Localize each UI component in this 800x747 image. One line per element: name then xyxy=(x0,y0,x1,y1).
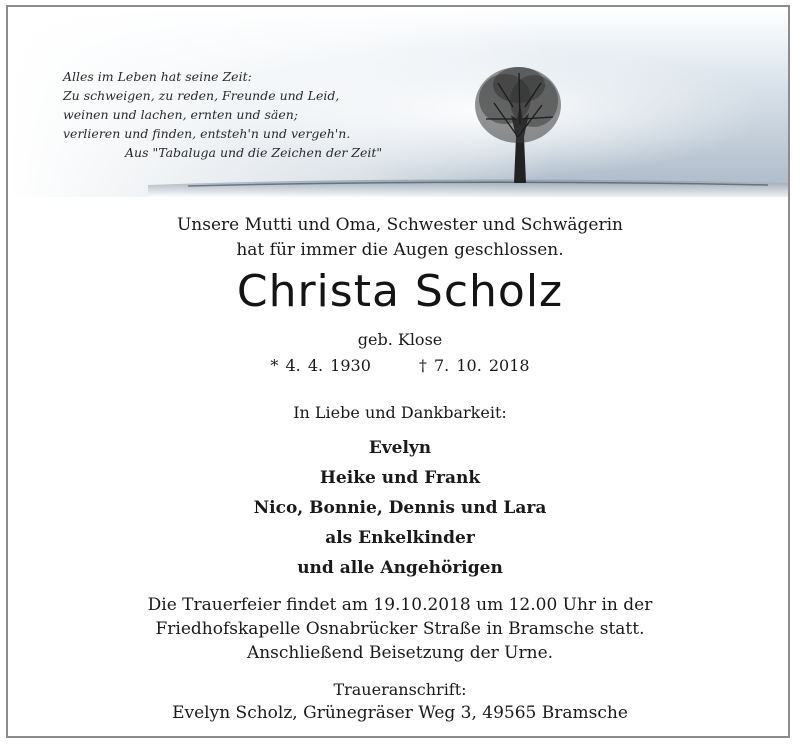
family-member: als Enkelkinder xyxy=(325,528,475,548)
poem-line: Alles im Leben hat seine Zeit: xyxy=(63,69,252,84)
poem-quote xyxy=(63,67,382,162)
funeral-line: Anschließend Beisetzung der Urne. xyxy=(246,643,554,663)
death-date: † 7. 10. 2018 xyxy=(418,356,530,375)
life-dates xyxy=(0,356,800,375)
poem-line: verlieren und finden, entsteh'n und vergeh'n. xyxy=(63,126,351,141)
family-member: Heike und Frank xyxy=(319,468,481,488)
family-member: Nico, Bonnie, Dennis und Lara xyxy=(253,498,547,518)
funeral-line: Friedhofskapelle Osnabrücker Straße in Bramsche statt. xyxy=(155,619,645,639)
intro-text xyxy=(0,213,800,263)
header-image xyxy=(8,7,788,197)
birth-date: * 4. 4. 1930 xyxy=(270,356,371,375)
family-member: und alle Angehörigen xyxy=(297,558,503,578)
intro-line: hat für immer die Augen geschlossen. xyxy=(236,240,564,260)
funeral-line: Die Trauerfeier findet am 19.10.2018 um 12.00 Uhr in der xyxy=(147,595,653,615)
funeral-info xyxy=(0,593,800,665)
address-label: Traueranschrift: xyxy=(333,680,467,699)
maiden-name: geb. Klose xyxy=(357,330,443,349)
address-value: Evelyn Scholz, Grünegräser Weg 3, 49565 Bramsche xyxy=(172,703,628,723)
intro-line: Unsere Mutti und Oma, Schwester und Schwägerin xyxy=(176,215,623,235)
poem-line: Zu schweigen, zu reden, Freunde und Leid, xyxy=(63,88,340,103)
family-list xyxy=(0,433,800,583)
thanks-heading: In Liebe und Dankbarkeit: xyxy=(293,403,507,422)
poem-line: weinen und lachen, ernten und säen; xyxy=(63,107,299,122)
deceased-name: Christa Scholz xyxy=(236,266,564,317)
poem-source: Aus "Tabaluga und die Zeichen der Zeit" xyxy=(125,145,383,160)
family-member: Evelyn xyxy=(368,438,432,458)
